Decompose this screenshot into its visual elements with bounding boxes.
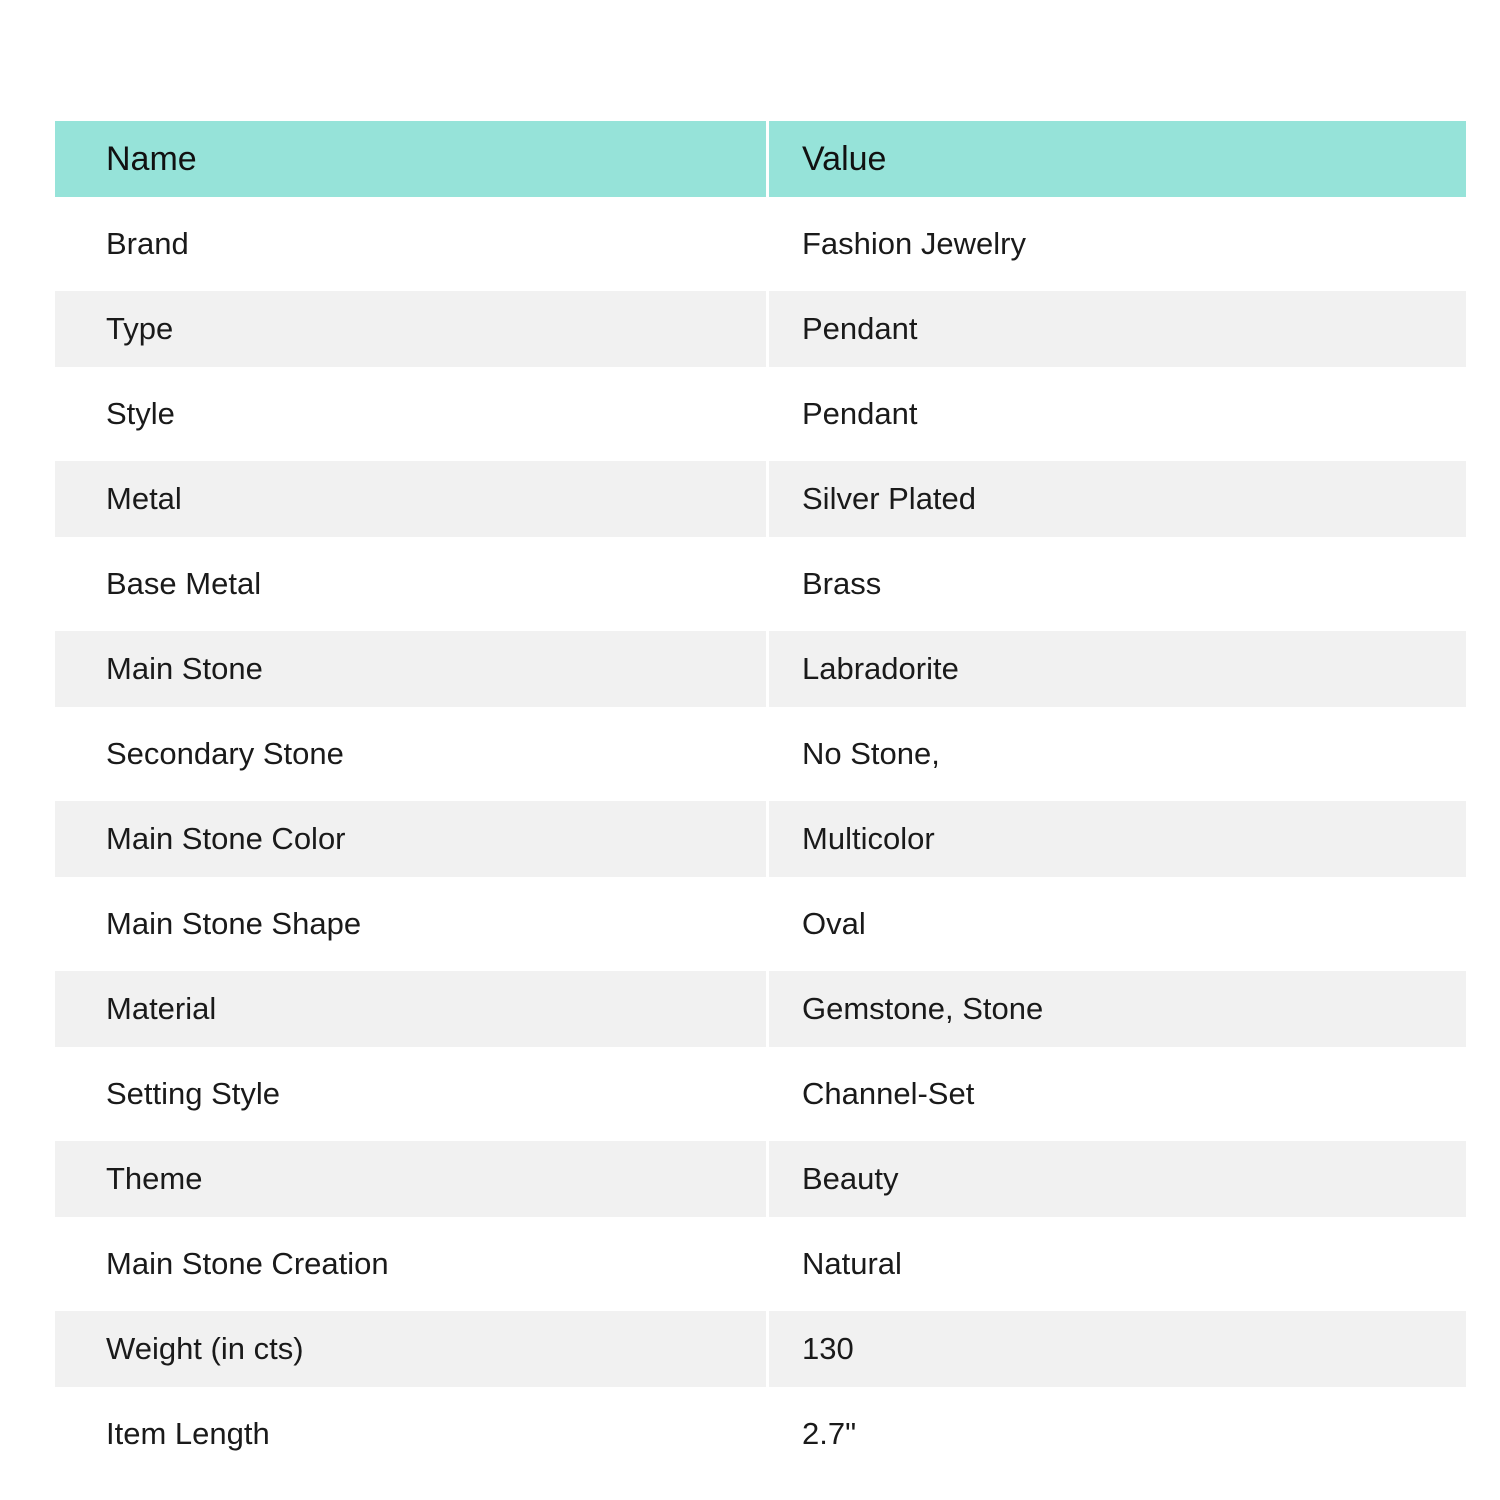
attribute-name: Main Stone Shape xyxy=(55,877,766,971)
table-row xyxy=(55,1047,1466,1141)
attribute-value: Channel-Set xyxy=(766,1047,1466,1141)
table-row xyxy=(55,1141,1466,1217)
table-row xyxy=(55,367,1466,461)
attribute-value: Beauty xyxy=(766,1141,1466,1217)
attribute-name: Weight (in cts) xyxy=(55,1311,766,1387)
attribute-value: Silver Plated xyxy=(766,461,1466,537)
table-row xyxy=(55,461,1466,537)
attribute-value: Pendant xyxy=(766,291,1466,367)
table-row xyxy=(55,537,1466,631)
attribute-value: Oval xyxy=(766,877,1466,971)
attribute-value: 2.7" xyxy=(766,1387,1466,1481)
table-row xyxy=(55,801,1466,877)
attribute-name: Secondary Stone xyxy=(55,707,766,801)
table-row xyxy=(55,1311,1466,1387)
table-row xyxy=(55,1387,1466,1481)
attribute-name: Material xyxy=(55,971,766,1047)
table-header xyxy=(55,121,1466,197)
attribute-value: 130 xyxy=(766,1311,1466,1387)
attribute-name: Main Stone Color xyxy=(55,801,766,877)
attribute-value: Multicolor xyxy=(766,801,1466,877)
specifications-table xyxy=(55,121,1466,1481)
attribute-value: Labradorite xyxy=(766,631,1466,707)
attribute-name: Type xyxy=(55,291,766,367)
table-row xyxy=(55,631,1466,707)
table-row xyxy=(55,707,1466,801)
attribute-value: Fashion Jewelry xyxy=(766,197,1466,291)
attribute-name: Brand xyxy=(55,197,766,291)
table-body xyxy=(55,197,1466,1481)
attribute-name: Metal xyxy=(55,461,766,537)
header-row xyxy=(55,121,1466,197)
attribute-value: Pendant xyxy=(766,367,1466,461)
attribute-value: Gemstone, Stone xyxy=(766,971,1466,1047)
attribute-name: Base Metal xyxy=(55,537,766,631)
attribute-value: Natural xyxy=(766,1217,1466,1311)
attribute-name: Setting Style xyxy=(55,1047,766,1141)
column-header-value: Value xyxy=(766,121,1466,197)
attribute-value: Brass xyxy=(766,537,1466,631)
attribute-name: Main Stone xyxy=(55,631,766,707)
table-row xyxy=(55,291,1466,367)
attribute-name: Style xyxy=(55,367,766,461)
table-row xyxy=(55,1217,1466,1311)
table-row xyxy=(55,877,1466,971)
table-row xyxy=(55,971,1466,1047)
attribute-name: Theme xyxy=(55,1141,766,1217)
column-header-name: Name xyxy=(55,121,766,197)
attribute-name: Item Length xyxy=(55,1387,766,1481)
table-row xyxy=(55,197,1466,291)
attribute-name: Main Stone Creation xyxy=(55,1217,766,1311)
attribute-value: No Stone, xyxy=(766,707,1466,801)
